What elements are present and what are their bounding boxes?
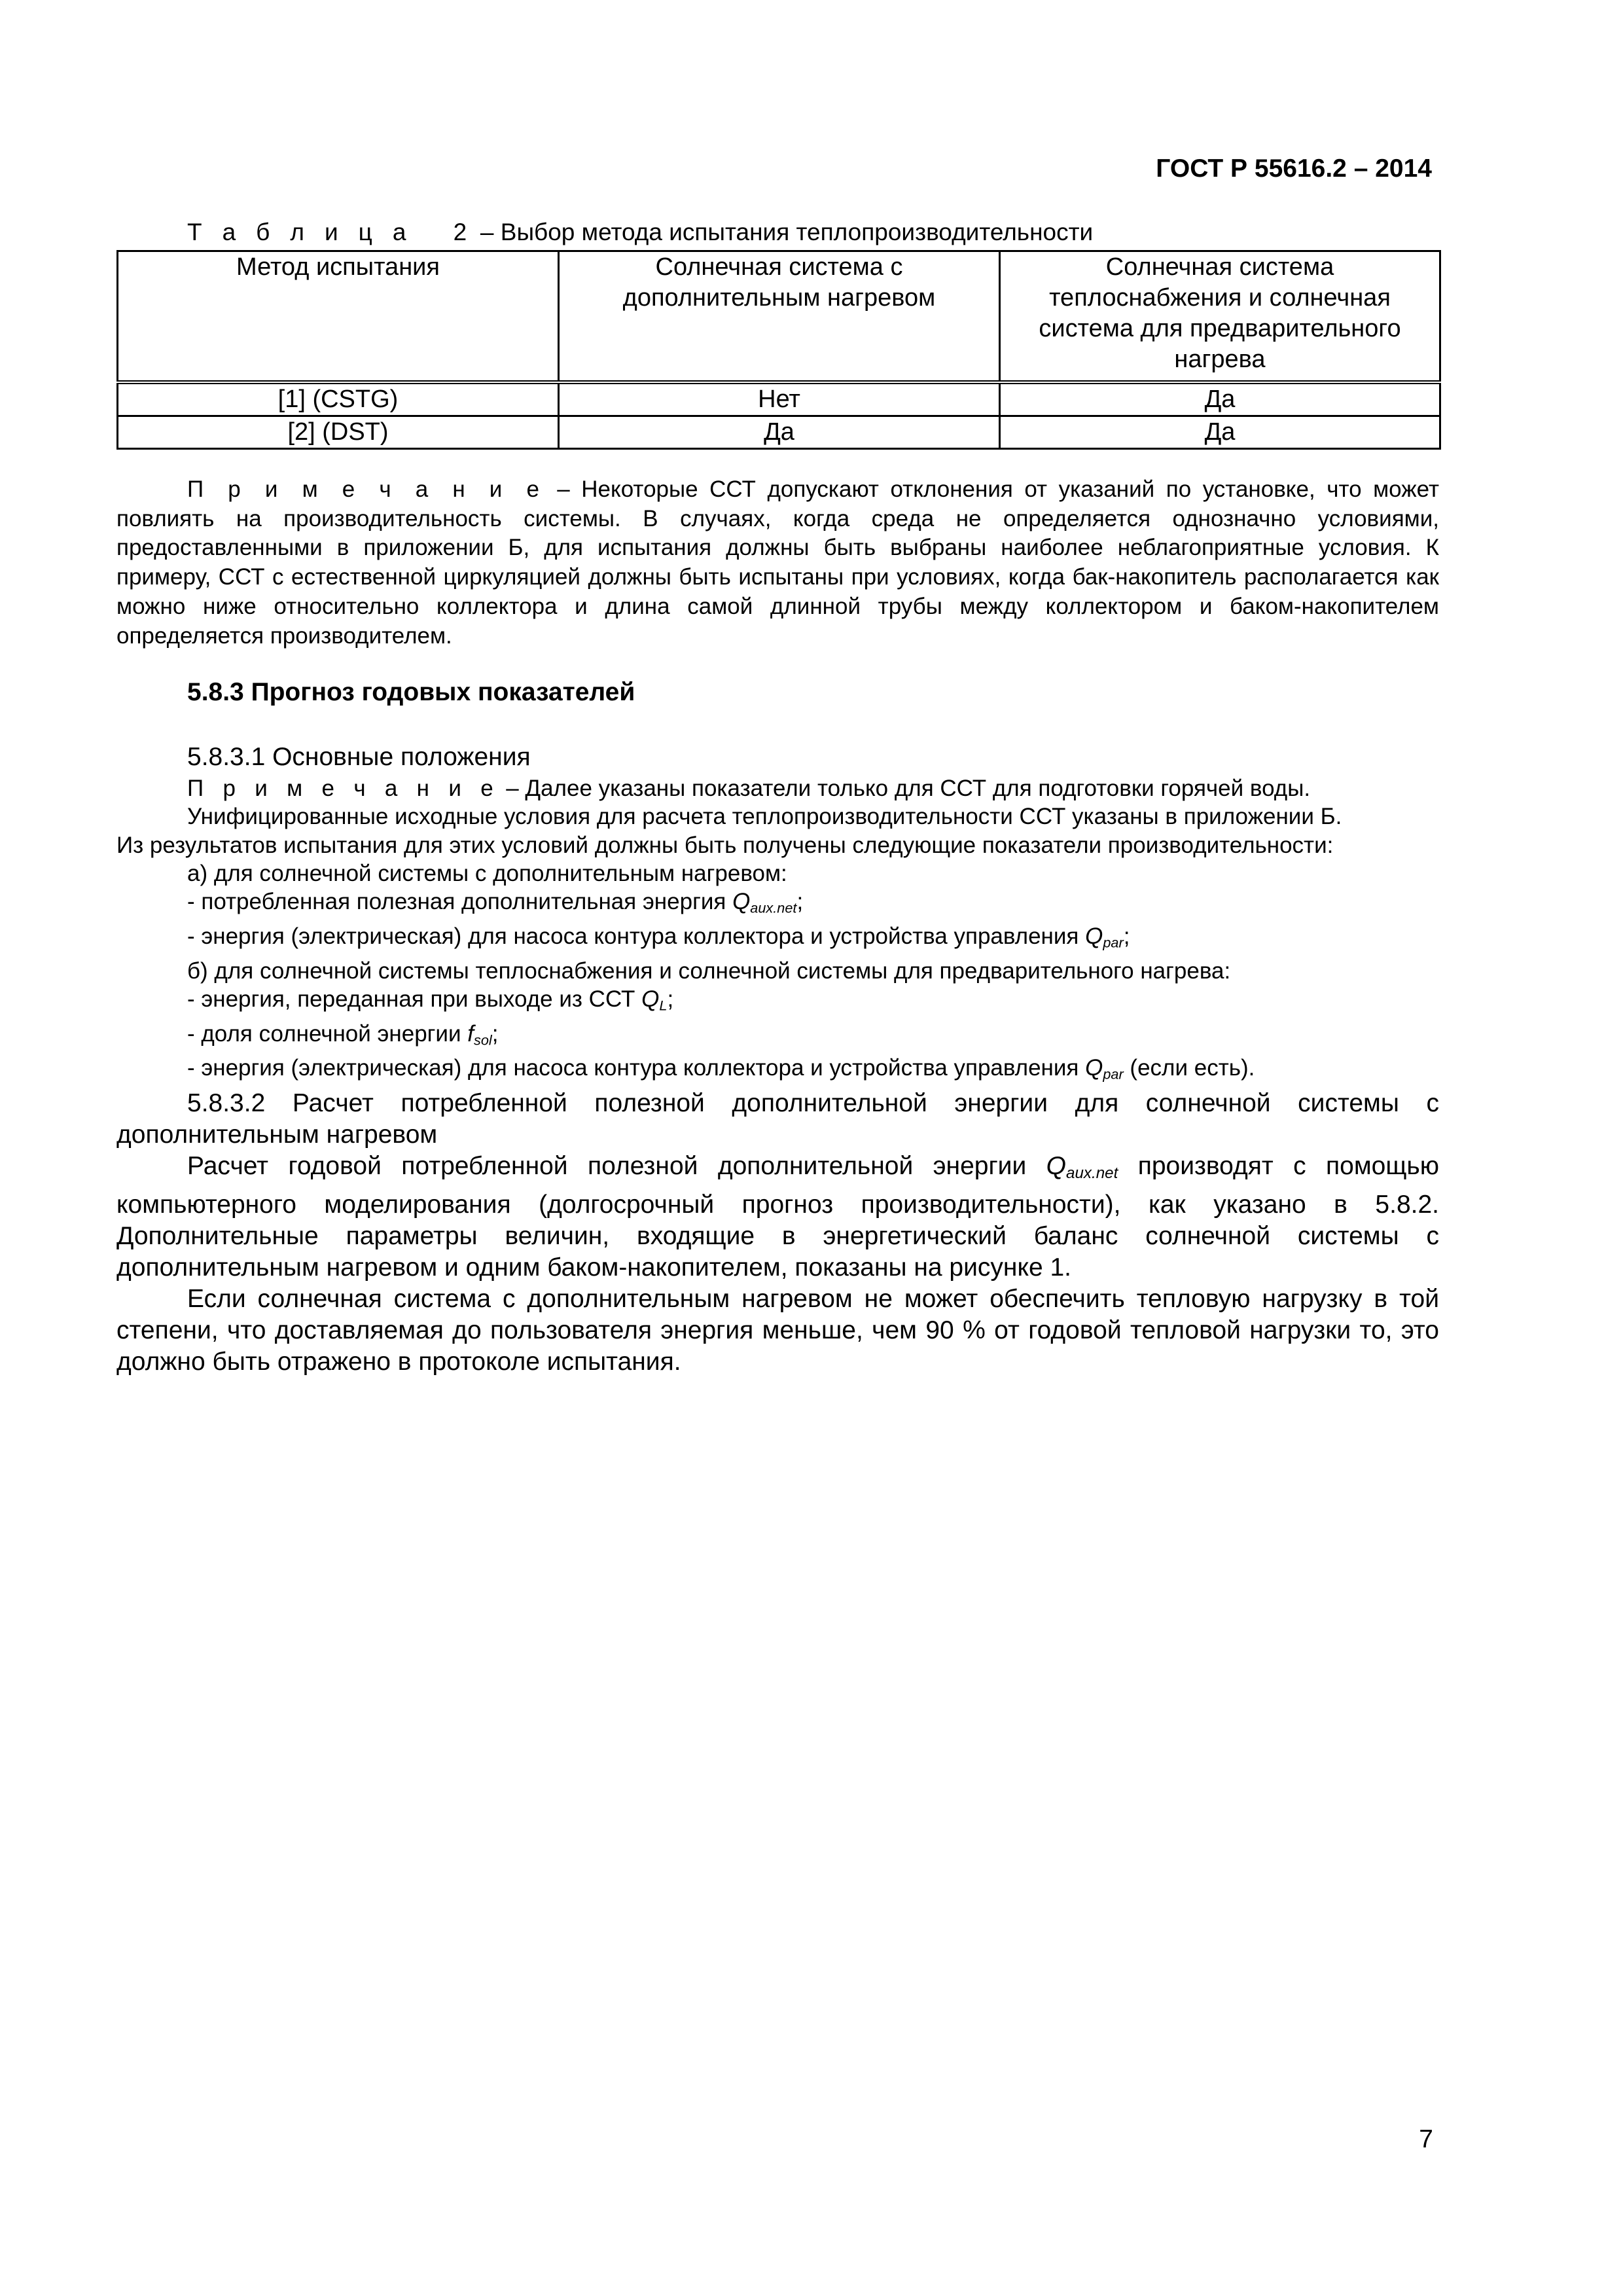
symbol: Q <box>1046 1152 1066 1180</box>
table-header-cell: Солнечная система теплоснабжения и солнечная система для предварительного нагрева <box>1000 251 1440 383</box>
list-item-text: - потребленная полезная дополнительная энергия <box>187 889 733 915</box>
paragraph: Если солнечная система с дополнительным нагревом не может обеспечить тепловую нагрузку в той степени, что доставляемая до пользователя энергия меньше, чем 90 % от годовой тепловой нагрузки то, это должно быть отражено в протоколе испытания. <box>116 1285 1439 1376</box>
list-item: б) для солнечной системы теплоснабжения и солнечной системы для предварительного нагрева: <box>187 958 1231 984</box>
symbol: Q <box>1085 923 1103 949</box>
paragraph-text: производят с помощью компьютерного моделирования (долгосрочный прогноз производительности), как указано в 5.8.2. Дополнительные параметры величин, входящие в энергетический баланс солнечной системы с дополнительным нагревом и одним баком-накопителем, показаны на рисунке 1. <box>116 1152 1439 1282</box>
general-note <box>116 774 1439 802</box>
list-item-end: ; <box>1123 923 1130 949</box>
paragraph-text: Расчет годовой потребленной полезной дополнительной энергии <box>187 1152 1046 1180</box>
table-caption <box>187 219 1093 246</box>
table-note <box>116 475 1439 651</box>
list-item-end: ; <box>491 1020 499 1047</box>
subscript: par <box>1103 1066 1124 1083</box>
symbol: Q <box>1085 1055 1103 1081</box>
subscript: L <box>659 997 668 1014</box>
subscript: par <box>1103 934 1124 951</box>
list-item-text: - энергия (электрическая) для насоса контура коллектора и устройства управления <box>187 1055 1086 1081</box>
section-heading: 5.8.3 Прогноз годовых показателей <box>187 678 635 706</box>
list-item-end: ; <box>796 889 804 915</box>
symbol: f <box>467 1020 474 1047</box>
note-label: П р и м е ч а н и е <box>187 476 546 502</box>
symbol: Q <box>732 889 751 915</box>
page-number: 7 <box>1419 2125 1433 2153</box>
subscript: aux.net <box>1066 1164 1118 1183</box>
table-header-row <box>118 251 1440 383</box>
list-item <box>116 922 1439 957</box>
paragraph <box>116 1151 1439 1283</box>
symbol: Q <box>641 986 660 1012</box>
list-item: а) для солнечной системы с дополнительным нагревом: <box>187 860 787 886</box>
list-item <box>116 1020 1439 1054</box>
table-header-cell: Метод испытания <box>118 251 559 383</box>
table-row <box>118 382 1440 416</box>
table-cell: Да <box>1000 382 1440 416</box>
method-table <box>116 250 1441 450</box>
list-item <box>116 985 1439 1020</box>
calculation-section <box>116 1088 1439 1378</box>
table-header-cell: Солнечная система с дополнительным нагревом <box>559 251 1000 383</box>
subscript: aux.net <box>750 899 797 916</box>
indicators-block <box>116 774 1439 1088</box>
note-text: – Далее указаны показатели только для ССТ для подготовки горячей воды. <box>499 776 1311 801</box>
table-cell: [2] (DST) <box>118 416 559 449</box>
subsection-heading: 5.8.3.1 Основные положения <box>187 743 531 771</box>
document-code: ГОСТ Р 55616.2 – 2014 <box>1156 154 1432 183</box>
table-cell: [1] (CSTG) <box>118 382 559 416</box>
table-row <box>118 416 1440 449</box>
table-caption-label: Т а б л и ц а 2 <box>187 219 474 245</box>
note-text: – Некоторые ССТ допускают отклонения от указаний по установке, что может повлиять на производительность системы. В случаях, когда среда не определяется однозначно условиями, предоставленными в приложении Б, для испытания должны быть выбраны наиболее неблагоприятные условия. К примеру, ССТ с естественной циркуляцией должны быть испытаны при условиях, когда бак-накопитель располагается как можно ниже относительно коллектора и длина самой длинной трубы между коллектором и баком-накопителем определяется производителем. <box>116 476 1439 649</box>
list-item-end: (если есть). <box>1123 1055 1255 1081</box>
subsection-title: 5.8.3.2 Расчет потребленной полезной дополнительной энергии для солнечной системы с дополнительным нагревом <box>116 1089 1439 1149</box>
list-item <box>116 888 1439 922</box>
list-item-text: - доля солнечной энергии <box>187 1020 468 1047</box>
table-cell: Да <box>559 416 1000 449</box>
table-cell: Да <box>1000 416 1440 449</box>
list-item-text: - энергия (электрическая) для насоса контура коллектора и устройства управления <box>187 923 1086 949</box>
list-item-text: - энергия, переданная при выходе из ССТ <box>187 986 642 1012</box>
subscript: sol <box>474 1031 492 1049</box>
table-cell: Нет <box>559 382 1000 416</box>
paragraph-line: Из результатов испытания для этих условий должны быть получены следующие показатели производительности: <box>116 832 1334 858</box>
paragraph-line: Унифицированные исходные условия для расчета теплопроизводительности ССТ указаны в приложении Б. <box>187 804 1342 830</box>
list-item <box>116 1054 1439 1088</box>
list-item-end: ; <box>667 986 674 1012</box>
note-label: П р и м е ч а н и е <box>187 776 500 801</box>
table-caption-text: – Выбор метода испытания теплопроизводительности <box>473 219 1094 245</box>
